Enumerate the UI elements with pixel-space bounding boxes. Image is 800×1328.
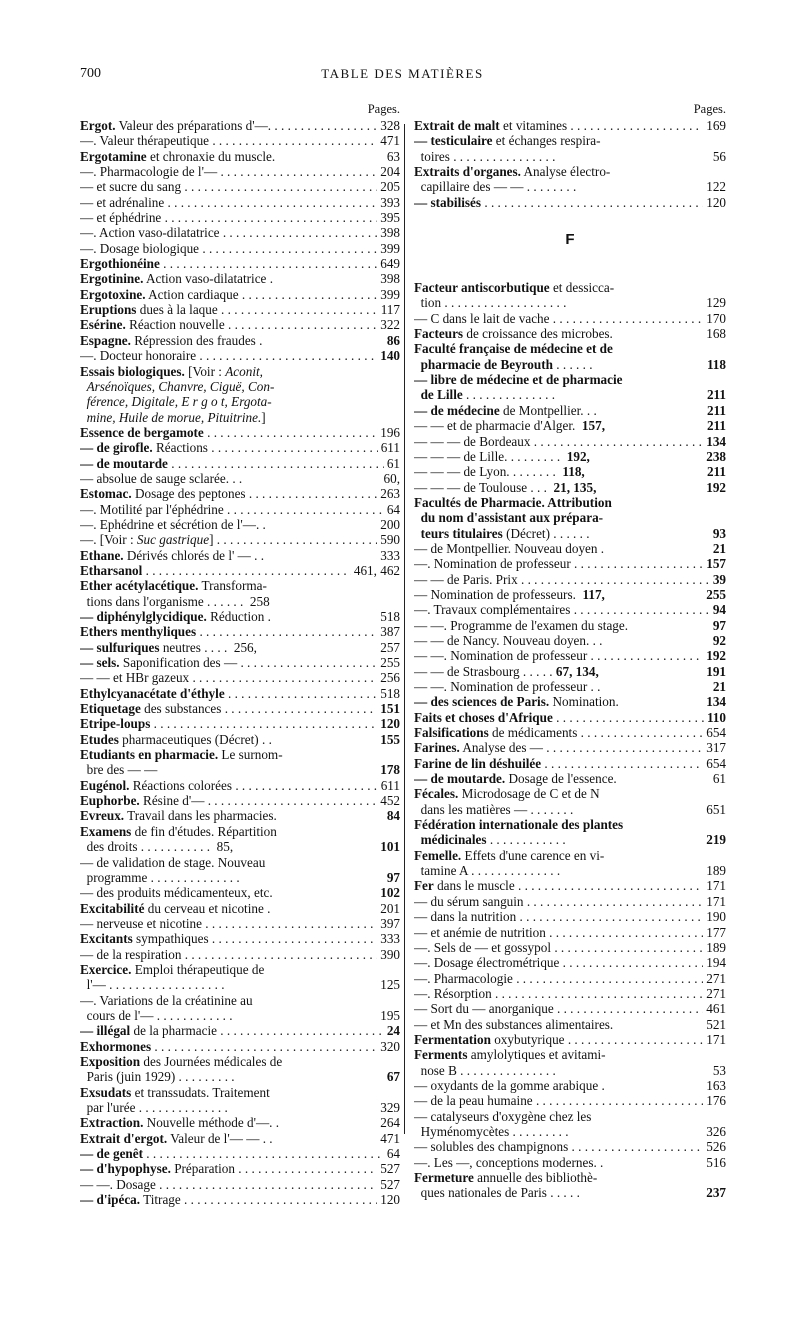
page-ref: 649: [380, 256, 400, 272]
index-entry: Fécales. Microdosage de C et de N dans les matières — . . . . . . . 651: [414, 786, 726, 817]
index-entry: Extraction. Nouvelle méthode d'—. . 264: [80, 1115, 400, 1131]
page-ref: 170: [706, 310, 726, 326]
index-entry: —. Les —, conceptions modernes. . 516: [414, 1154, 726, 1170]
index-entry: Ergotoxine. Action cardiaque . . . 399: [80, 287, 400, 302]
page-ref: 21: [712, 679, 726, 694]
page-ref: 397: [380, 915, 400, 931]
index-entry: — —. Programme de l'examen du stage. 97: [414, 617, 726, 633]
page-number: 700: [80, 66, 101, 81]
page-ref: 171: [706, 1031, 726, 1047]
index-entry: —. Ephédrine et sécrétion de l'—. . 200: [80, 516, 400, 532]
page-ref: 461: [706, 1001, 726, 1017]
index-entry: — C dans le lait de vache . . . 170: [414, 311, 726, 326]
page-ref: 190: [706, 909, 726, 925]
index-entry: — Nomination de professeurs. 117, 255: [414, 586, 726, 602]
page-ref: 168: [706, 326, 726, 342]
index-entry: Extrait de malt et vitamines . . . 169: [414, 118, 726, 133]
page-ref: 134: [706, 433, 726, 449]
page-ref: 63: [386, 148, 400, 164]
index-entry: — testiculaire et échanges respira- toires . . . . . . . . . . . . . . . . 56: [414, 133, 726, 164]
page-ref: 192: [706, 648, 726, 664]
page-ref: 399: [380, 286, 400, 302]
page-ref: 271: [706, 985, 726, 1001]
page-ref: 94: [712, 602, 726, 618]
index-entry: Fédération internationale des plantes médicinales . . . . . . . . . . . . 219: [414, 817, 726, 848]
index-entry: — dans la nutrition . . . 190: [414, 909, 726, 924]
page-ref: 398: [380, 225, 400, 241]
index-entry: — de Montpellier. Nouveau doyen . 21: [414, 540, 726, 556]
page-ref: 322: [380, 317, 400, 333]
page-ref: 189: [706, 939, 726, 955]
page-ref: 120: [380, 716, 400, 732]
page-ref: 171: [706, 878, 726, 894]
page-ref: 257: [380, 639, 400, 655]
index-entry: —. Sels de — et gossypol . . . 189: [414, 940, 726, 955]
page-ref: 526: [706, 1139, 726, 1155]
index-entry: — sels. Saponification des — . . . 255: [80, 655, 400, 670]
page-ref: 171: [706, 893, 726, 909]
page-ref: 67: [386, 1069, 400, 1085]
index-entry: —. Action vaso-dilatatrice . . . 398: [80, 225, 400, 240]
index-entry: —. Dosage électrométrique . . . 194: [414, 955, 726, 970]
index-entry: Ergothionéine . . . 649: [80, 256, 400, 271]
index-entry: Etripe-loups . . . 120: [80, 716, 400, 731]
index-entry: Faculté française de médecine et de pharmacie de Beyrouth . . . . . . 118: [414, 341, 726, 372]
index-entry: Etudiants en pharmacie. Le surnom- bre des — — 178: [80, 747, 400, 778]
index-entry: Fermentation oxybutyrique . . . 171: [414, 1032, 726, 1047]
index-entry: Etiquetage des substances . . . 151: [80, 701, 400, 716]
page-ref: 61: [712, 771, 726, 787]
page-ref: 320: [380, 1038, 400, 1054]
index-entry: —. [Voir : Suc gastrique] . . . 590: [80, 532, 400, 547]
page-ref: 521: [706, 1016, 726, 1032]
pages-label: Pages.: [367, 102, 400, 116]
index-entry: —. Variations de la créatinine au cours de l'— . . . . . . . . . . . . 195: [80, 992, 400, 1023]
page-ref: 92: [712, 632, 726, 648]
page-ref: 387: [380, 624, 400, 640]
page-ref: 516: [706, 1154, 726, 1170]
page-ref: 590: [380, 532, 400, 548]
page-ref: 211: [706, 418, 726, 434]
page-ref: 333: [380, 931, 400, 947]
index-entry: — —. Nomination de professeur . . 21: [414, 679, 726, 694]
page-ref: 204: [380, 164, 400, 180]
page-ref: 157: [706, 556, 726, 572]
page-ref: 219: [706, 832, 726, 848]
page-ref: 155: [380, 731, 400, 747]
page-ref: 328: [380, 118, 400, 133]
index-entry: —. Résorption . . . 271: [414, 986, 726, 1001]
index-entry: — de girofle. Réactions . . . 611: [80, 440, 400, 455]
index-entry: Essais biologiques. [Voir : Aconit, Arsénoïques, Chanvre, Ciguë, Con- férence, Digitale, E r g o t, Ergota- mine, Huile de morue, Pituitrine.]: [80, 363, 275, 425]
page-header: [80, 66, 725, 86]
index-entry: Fermeture annuelle des bibliothè- ques nationales de Paris . . . . . 237: [414, 1170, 726, 1201]
index-entry: Farines. Analyse des — . . . 317: [414, 740, 726, 755]
page-ref: 120: [706, 194, 726, 210]
page-ref: 178: [380, 762, 400, 778]
page-ref: 329: [380, 1100, 400, 1115]
index-entry: Faits et choses d'Afrique . . . 110: [414, 710, 726, 725]
page-ref: 110: [706, 709, 726, 725]
index-entry: Ethane. Dérivés chlorés de l' — . . 333: [80, 547, 400, 563]
index-entry: — et anémie de nutrition . . . 177: [414, 925, 726, 940]
page-ref: 61: [386, 455, 400, 471]
index-entry: Espagne. Répression des fraudes . 86: [80, 332, 400, 348]
page-ref: 151: [380, 701, 400, 717]
index-entry: Ergot. Valeur des préparations d'—. . . . 328: [80, 118, 400, 133]
page-ref: 654: [706, 725, 726, 741]
page-ref: 211: [706, 402, 726, 418]
page-ref: 101: [380, 839, 400, 855]
page-ref: 518: [380, 685, 400, 701]
page-ref: 120: [380, 1192, 400, 1208]
index-entry: Examens de fin d'études. Répartition des droits . . . . . . . . . . . 85, 101: [80, 823, 400, 855]
index-entry: Eruptions dues à la laque . . . 117: [80, 302, 400, 317]
page-ref: 39: [712, 571, 726, 587]
index-entry: — d'ipéca. Titrage . . . 120: [80, 1192, 400, 1207]
index-entry: — de la respiration . . . 390: [80, 947, 400, 962]
index-entry: Ethylcyanacétate d'éthyle . . . 518: [80, 686, 400, 701]
page-ref: 527: [380, 1176, 400, 1192]
page-ref: 399: [380, 240, 400, 256]
index-entry: Etharsanol . . . 461, 462: [80, 563, 400, 578]
index-entry: —. Pharmacologie de l'— . . . 204: [80, 164, 400, 179]
page-ref: 118: [706, 356, 726, 372]
index-entry: — — de Paris. Prix . . . 39: [414, 572, 726, 587]
index-entry: —. Dosage biologique . . . 399: [80, 241, 400, 256]
index-entry: — diphénylglycidique. Réduction . 518: [80, 609, 400, 624]
page-ref: 654: [706, 755, 726, 771]
index-entry: —. Motilité par l'éphédrine . . . 64: [80, 502, 400, 517]
index-entry: — de validation de stage. Nouveau programme . . . . . . . . . . . . . . 97: [80, 854, 400, 885]
page-ref: 195: [380, 1007, 400, 1023]
index-entry: — — — de Bordeaux . . . 134: [414, 434, 726, 449]
page-ref: 169: [706, 118, 726, 133]
page-ref: 255: [380, 655, 400, 671]
page-ref: 611: [380, 777, 400, 793]
index-entry: — —. Nomination de professeur . . . 192: [414, 648, 726, 663]
index-entry: Evreux. Travail dans les pharmacies. 84: [80, 808, 400, 824]
page-ref: 390: [380, 946, 400, 962]
index-entry: — illégal de la pharmacie . . . 24: [80, 1023, 400, 1038]
index-entry: — de genêt . . . 64: [80, 1146, 400, 1161]
index-entry: — des sciences de Paris. Nomination. 134: [414, 694, 726, 710]
index-entry: — oxydants de la gomme arabique . 163: [414, 1077, 726, 1093]
index-entry: Ethers menthyliques . . . 387: [80, 624, 400, 639]
index-entry: — — — de Lille. . . . . . . . . 192, 238: [414, 448, 726, 464]
page-ref: 97: [712, 617, 726, 633]
page-ref: 93: [712, 525, 726, 541]
page-ref: 200: [380, 516, 400, 532]
section-letter: F: [565, 231, 575, 249]
index-entry: Ferments amylolytiques et avitami- nose B . . . . . . . . . . . . . . . 53: [414, 1047, 726, 1078]
page-ref: 255: [706, 586, 726, 602]
page-ref: 263: [380, 486, 400, 502]
page-ref: 471: [380, 133, 400, 149]
page-ref: 264: [380, 1115, 400, 1131]
page-ref: 97: [386, 869, 400, 885]
index-entry: — Sort du — anorganique . . . 461: [414, 1001, 726, 1016]
page-ref: 333: [380, 547, 400, 563]
page-ref: 125: [380, 977, 400, 993]
index-entry: — du sérum sanguin . . . 171: [414, 894, 726, 909]
page-ref: 194: [706, 955, 726, 971]
page-ref: 177: [706, 924, 726, 940]
index-entry: — et adrénaline . . . 393: [80, 195, 400, 210]
index-entry: — absolue de sauge sclarée. . . 60,: [80, 470, 400, 486]
index-entry: — sulfuriques neutres . . . . 256, 257: [80, 639, 400, 655]
index-entry: Esérine. Réaction nouvelle . . . 322: [80, 317, 400, 332]
page-ref: 527: [380, 1161, 400, 1177]
page-ref: 317: [706, 740, 726, 756]
right-column: [414, 102, 726, 1201]
page-ref: 53: [712, 1062, 726, 1078]
page-ref: 60,: [383, 470, 400, 486]
index-entry: — de la peau humaine . . . 176: [414, 1093, 726, 1108]
index-entry: — — et de pharmacie d'Alger. 157, 211: [414, 418, 726, 434]
page-ref: 398: [380, 271, 400, 287]
index-entry: —. Valeur thérapeutique . . . 471: [80, 133, 400, 148]
left-entries: [80, 118, 400, 1207]
page-ref: 205: [380, 179, 400, 195]
page-ref: 518: [380, 609, 400, 624]
index-entry: Facteurs de croissance des microbes. 168: [414, 326, 726, 342]
page-ref: 611: [380, 440, 400, 456]
page-ref: 271: [706, 970, 726, 986]
index-entry: Ergotamine et chronaxie du muscle. 63: [80, 148, 400, 164]
index-entry: Eugénol. Réactions colorées . . . 611: [80, 778, 400, 793]
index-entry: Exposition des Journées médicales de Paris (juin 1929) . . . . . . . . . 67: [80, 1053, 400, 1085]
running-head: TABLE DES MATIÈRES: [321, 66, 484, 81]
index-entry: Exercice. Emploi thérapeutique de l'— . . . . . . . . . . . . . . . . . . 125: [80, 961, 400, 993]
index-entry: Exhormones . . . 320: [80, 1039, 400, 1054]
index-entry: Falsifications de médicaments . . . 654: [414, 725, 726, 740]
index-entry: Euphorbe. Résine d'— . . . 452: [80, 793, 400, 808]
page-ref: 21: [712, 540, 726, 556]
index-entry: — et sucre du sang . . . 205: [80, 179, 400, 194]
index-entry: Farine de lin déshuilée . . . 654: [414, 756, 726, 771]
page-ref: 256: [380, 670, 400, 686]
index-entry: Extrait d'ergot. Valeur de l'— — . . 471: [80, 1130, 400, 1146]
index-entry: — —. Dosage . . . 527: [80, 1177, 400, 1192]
index-entry: Estomac. Dosage des peptones . . . 263: [80, 486, 400, 501]
page-ref: 176: [706, 1093, 726, 1109]
page-ref: 122: [706, 179, 726, 195]
index-entry: — libre de médecine et de pharmacie de Lille . . . . . . . . . . . . . . 211: [414, 372, 726, 403]
page-ref: 326: [706, 1123, 726, 1139]
right-entries-bottom: [414, 280, 726, 1201]
left-column: [80, 102, 400, 1207]
index-entry: Essence de bergamote . . . 196: [80, 425, 400, 440]
page-ref: 238: [706, 448, 726, 464]
index-entry: Femelle. Effets d'une carence en vi- tamine A . . . . . . . . . . . . . . 189: [414, 847, 726, 879]
index-entry: — — de Strasbourg . . . . . 67, 134, 191: [414, 663, 726, 679]
index-entry: —. Pharmacologie . . . 271: [414, 971, 726, 986]
page-ref: 163: [706, 1077, 726, 1093]
page-ref: 129: [706, 295, 726, 311]
page-ref: 86: [386, 332, 400, 348]
index-entry: — stabilisés . . . 120: [414, 195, 726, 210]
page-ref: 395: [380, 210, 400, 226]
index-entry: — et éphédrine . . . 395: [80, 210, 400, 225]
page-ref: 102: [380, 885, 400, 901]
page-ref: 117: [380, 302, 400, 318]
page-ref: 189: [706, 863, 726, 879]
index-entry: Excitants sympathiques . . . 333: [80, 931, 400, 946]
index-entry: — — de Nancy. Nouveau doyen. . . 92: [414, 632, 726, 648]
index-entry: —. Nomination de professeur . . . 157: [414, 556, 726, 571]
index-entry: Ergotinine. Action vaso-dilatatrice . 398: [80, 271, 400, 287]
index-entry: Etudes pharmaceutiques (Décret) . . 155: [80, 731, 400, 747]
page-ref: 192: [706, 479, 726, 495]
index-entry: — nerveuse et nicotine . . . 397: [80, 916, 400, 931]
page-ref: 393: [380, 194, 400, 210]
index-entry: Facultés de Pharmacie. Attribution du nom d'assistant aux prépara- teurs titulaires (Décret) . . . . . . 93: [414, 494, 726, 541]
page-ref: 56: [712, 148, 726, 164]
index-entry: Exsudats et transsudats. Traitement par l'urée . . . . . . . . . . . . . . 329: [80, 1084, 400, 1115]
page-ref: 196: [380, 424, 400, 440]
page-ref: 140: [380, 348, 400, 364]
page-ref: 84: [386, 808, 400, 824]
index-entry: — de moutarde. Dosage de l'essence. 61: [414, 771, 726, 787]
index-entry: — solubles des champignons . . . 526: [414, 1139, 726, 1154]
index-entry: — de médecine de Montpellier. . . 211: [414, 402, 726, 418]
index-entry: — — et HBr gazeux . . . 256: [80, 670, 400, 685]
index-entry: — d'hypophyse. Préparation . . . 527: [80, 1161, 400, 1176]
page-ref: 24: [386, 1023, 400, 1039]
page-ref: 452: [380, 793, 400, 809]
index-entry: — et Mn des substances alimentaires. 521: [414, 1016, 726, 1032]
page-ref: 64: [386, 1146, 400, 1162]
page-ref: 651: [706, 801, 726, 817]
page-ref: 191: [706, 663, 726, 679]
page-ref: 201: [380, 900, 400, 916]
page-ref: 471: [380, 1130, 400, 1146]
index-entry: — catalyseurs d'oxygène chez les Hyménomycètes . . . . . . . . . 326: [414, 1108, 726, 1139]
page-ref: 461, 462: [353, 562, 400, 578]
index-entry: — — — de Lyon. . . . . . . . 118, 211: [414, 464, 726, 480]
page-ref: 211: [706, 464, 726, 480]
page-ref: 134: [706, 694, 726, 710]
page-ref: 211: [706, 387, 726, 403]
index-entry: Excitabilité du cerveau et nicotine . 201: [80, 900, 400, 916]
index-entry: — des produits médicamenteux, etc. 102: [80, 885, 400, 901]
index-entry: —. Docteur honoraire . . . 140: [80, 348, 400, 363]
index-entry: Facteur antiscorbutique et dessicca- tion . . . . . . . . . . . . . . . . . . . 129: [414, 280, 726, 311]
index-entry: Fer dans le muscle . . . 171: [414, 878, 726, 893]
page-ref: 64: [386, 501, 400, 517]
right-entries-top: [414, 118, 726, 210]
index-entry: Ether acétylacétique. Transforma- tions dans l'organisme . . . . . . 258: [80, 578, 270, 609]
pages-label: Pages.: [693, 102, 726, 116]
index-entry: — — — de Toulouse . . . 21, 135, 192: [414, 479, 726, 495]
column-divider: [404, 124, 405, 1134]
index-entry: Extraits d'organes. Analyse électro- capillaire des — — . . . . . . . . 122: [414, 164, 726, 195]
index-entry: — de moutarde . . . 61: [80, 456, 400, 471]
page-ref: 237: [706, 1185, 726, 1201]
index-entry: —. Travaux complémentaires . . . 94: [414, 602, 726, 617]
